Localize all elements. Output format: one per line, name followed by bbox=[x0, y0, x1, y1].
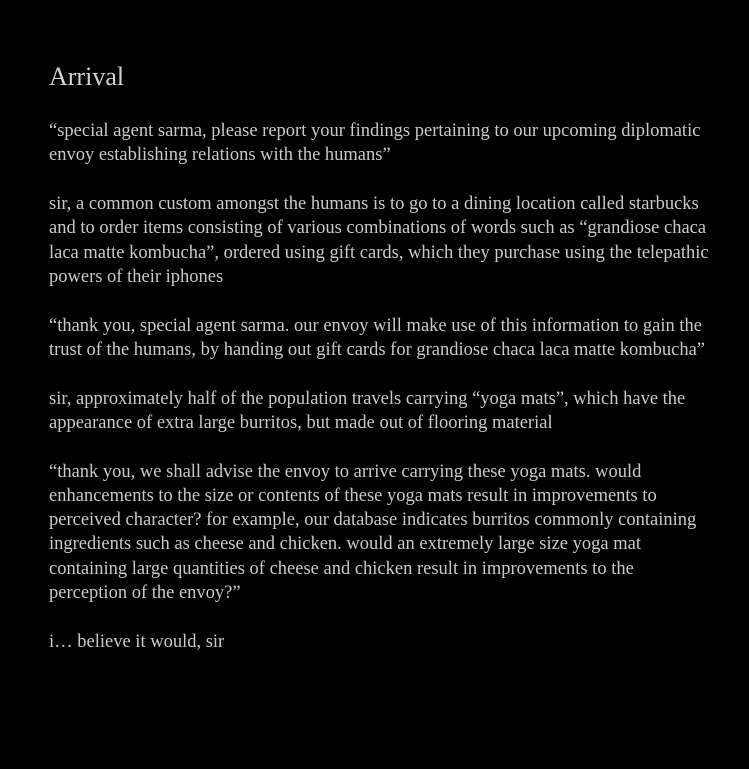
paragraph-gift-cards-plan: “thank you, special agent sarma. our envoy will make use of this information to gain the trust of the humans, by handing out gift cards for grandiose chaca laca matte kombucha” bbox=[49, 315, 706, 360]
paragraph-yoga-mats-report: sir, approximately half of the population travels carrying “yoga mats”, which have the appearance of extra large burritos, but made out of flooring material bbox=[49, 388, 686, 433]
page-title: Arrival bbox=[49, 62, 125, 91]
paragraph-yoga-mats-question: “thank you, we shall advise the envoy to arrive carrying these yoga mats. would enhancements to the size or contents of these yoga mats result in improvements to perceived character? for example, our database indicates burritos commonly containing ingredients such as cheese and chicken. would an extremely large size yoga mat containing large quantities of cheese and chicken result in improvements to the perception of the envoy?” bbox=[49, 461, 697, 604]
paragraph-final-answer: i… believe it would, sir bbox=[49, 631, 225, 652]
document-body bbox=[49, 60, 709, 678]
paragraph-starbucks-report: sir, a common custom amongst the humans is to go to a dining location called starbucks and to order items consisting of various combinations of words such as “grandiose chaca laca matte kombucha”, ordered using gift cards, which they purchase using the telepathic powers of their iphones bbox=[49, 193, 709, 287]
paragraph-request-findings: “special agent sarma, please report your findings pertaining to our upcoming diplomatic envoy establishing relations with the humans” bbox=[49, 121, 701, 166]
